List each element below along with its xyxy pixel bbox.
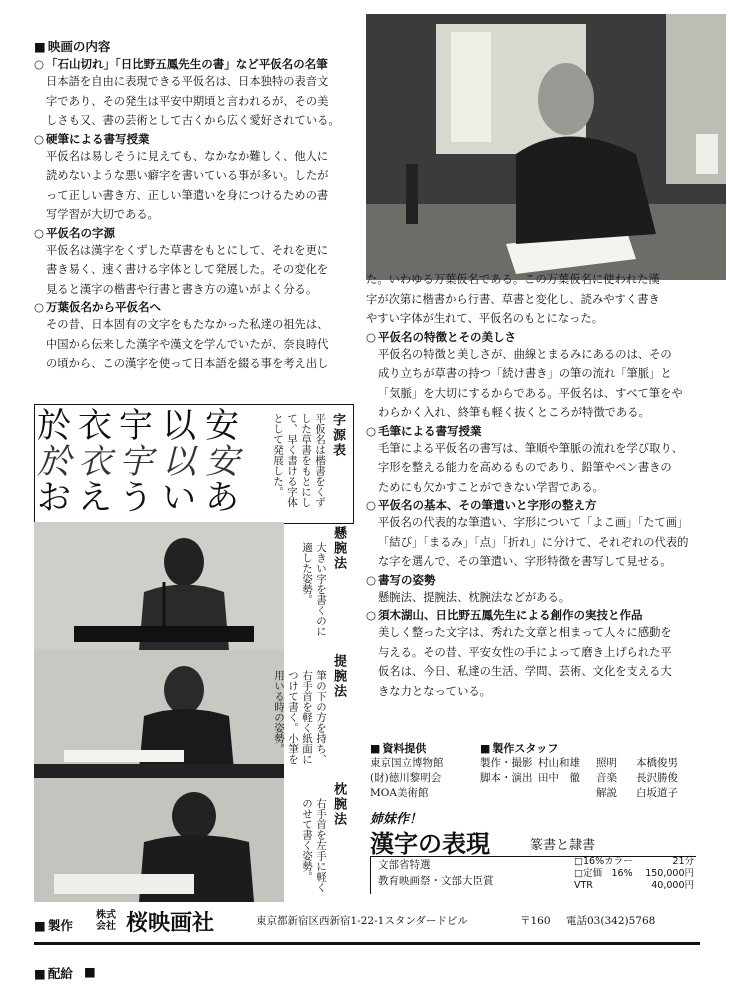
- staff-heading: ■ 製作スタッフ: [480, 740, 720, 756]
- posture-caption-chinwan: 右手首を左手に軽くのせて書く姿勢。: [301, 798, 327, 893]
- section-heading-content: ■ 映画の内容: [34, 37, 110, 55]
- posture-section: [34, 522, 352, 902]
- jigen-kanji: 衣: [78, 406, 112, 446]
- posture-title-kenwan: 懸腕法: [331, 526, 346, 571]
- item-text-line: って正しい書き方、正しい筆遣いを身につけるための書: [46, 188, 329, 202]
- continued-text-line: 字が次第に楷書から行書、草書と変化し、読みやすく書き: [366, 292, 660, 306]
- sister-spec-cell: 150,000円: [645, 868, 694, 879]
- right-column-text: [366, 270, 724, 701]
- materials-credit: [370, 740, 480, 801]
- sister-spec-cell: VTR: [574, 880, 593, 891]
- staff-row: [480, 771, 720, 786]
- item-text-line: 懸腕法、提腕法、枕腕法などがある。: [378, 590, 571, 604]
- jigen-hiragana: う: [119, 478, 153, 518]
- continued-text-line: やすい字体が生れて、平仮名のもとになった。: [366, 312, 604, 325]
- sister-spec-cell: □16%カラー: [574, 856, 633, 867]
- item-text-line: 平仮名は易しそうに見えても、なかなか難しく、他人に: [46, 149, 329, 163]
- item-text-line: 字であり、その発生は平安中期頃と言われるが、その美: [46, 94, 329, 108]
- item-heading: ○ 平仮名の基本、その筆遣いと字形の整え方: [366, 497, 724, 513]
- produce-label: ■ 製作: [34, 916, 73, 934]
- item-text-line: 平仮名は漢字をくずした草書をもとにして、それを更に: [46, 243, 329, 257]
- left-column-text: [34, 56, 356, 374]
- staff-cell: 音楽: [596, 772, 617, 784]
- item-text-line: 写学習が大切である。: [46, 208, 159, 221]
- staff-cell: 白坂道子: [636, 787, 678, 799]
- footer-divider: [34, 942, 700, 945]
- item-text-line: 書き易く、速く書ける字体として発展した。その変化を: [46, 263, 329, 276]
- posture-photo-teiwan: [34, 650, 284, 778]
- item-heading: ○ 硬筆による書写授業: [34, 131, 356, 147]
- posture-title-teiwan: 提腕法: [331, 654, 346, 699]
- item-heading: ○ 毛筆による書写授業: [366, 423, 724, 439]
- sister-award: 文部省特選: [378, 859, 431, 871]
- jigen-cursive: 於: [37, 442, 71, 482]
- item-text-line: 見ると漢字の楷書や行書と書き方の違いがよく分る。: [46, 282, 318, 296]
- item-heading: ○ 「石山切れ」「日比野五鳳先生の書」など平仮名の名筆: [34, 56, 356, 72]
- jigen-kanji: 以: [162, 406, 196, 446]
- continued-text-line: た。いわゆる万葉仮名である。この万葉仮名に使われた漢: [366, 273, 660, 286]
- sister-title: 漢字の表現: [370, 830, 490, 858]
- jigen-table: [34, 404, 354, 524]
- materials-item: (財)徳川黎明会: [370, 772, 442, 784]
- item-text-line: 読めないような悪い癖字を書いている事が多い。したが: [46, 169, 329, 182]
- jigen-hiragana: え: [78, 478, 112, 518]
- item-text-line: 日本語を自由に表現できる平仮名は、日本独特の表音文: [46, 75, 329, 88]
- item-text-line: しさも又、書の芸術として古くから広く愛好されている。: [46, 114, 340, 127]
- staff-cell: 村山和雄: [538, 757, 580, 769]
- sister-subtitle: 篆書と隷書: [530, 838, 596, 853]
- item-text-line: 毛筆による平仮名の書写は、筆順や筆脈の流れを学び取り、: [378, 441, 684, 455]
- calligrapher-illustration: [366, 14, 726, 280]
- company-address: 東京都新宿区西新宿1-22-1スタンダードビル: [256, 915, 468, 927]
- posture-caption-teiwan: 筆の下の方を持ち、右手首を軽く紙面につけて書く。小筆を用いる時の姿勢。: [273, 670, 327, 765]
- sister-spec-cell: □定価 16%: [574, 868, 633, 879]
- staff-credit: [480, 740, 720, 801]
- item-text-line: 「結び」「まるみ」「点」「折れ」に分けて、それぞれの代表的: [378, 535, 689, 549]
- item-heading: ○ 平仮名の字源: [34, 225, 356, 241]
- jigen-cursive: 安: [205, 442, 239, 482]
- item-heading: ○ 須木湖山、日比野五鳳先生による創作の実技と作品: [366, 607, 724, 623]
- sister-spec-row: [574, 868, 694, 880]
- staff-cell: [480, 786, 538, 801]
- staff-row: [480, 786, 720, 801]
- company-kind: 株式会社: [96, 910, 116, 932]
- distribute-label: ■ 配給: [34, 964, 73, 982]
- item-text-line: 「気脈」を大切にするからである。平仮名は、すべて筆をや: [378, 386, 683, 400]
- posture-photo-kenwan: [34, 522, 284, 650]
- jigen-hiragana: い: [162, 478, 196, 518]
- sister-spec-cell: 40,000円: [651, 880, 694, 891]
- company-name: 桜映画社: [126, 911, 215, 936]
- jigen-caption: 平仮名は楷書をくずした草書をもとにして、早く書ける字体として発展した。: [272, 413, 326, 508]
- jigen-hiragana: お: [37, 478, 71, 518]
- item-text-line: 平仮名の代表的な筆遣い、字形について「よこ画」「たて画」: [378, 516, 689, 529]
- item-text-line: 美しく整った文字は、秀れた文章と相まって人々に感動を: [378, 626, 672, 639]
- staff-cell: 照明: [596, 757, 617, 769]
- jigen-cursive: 以: [162, 442, 196, 482]
- item-text-line: ためにも欠かすことができない学習である。: [378, 480, 604, 494]
- sister-label: 姉妹作！: [370, 812, 423, 827]
- item-text-line: 中国から伝来した漢字や漢文を学んでいたが、奈良時代: [46, 337, 329, 351]
- posture-caption-kenwan: 大きい字を書くのに適した姿勢。: [301, 542, 327, 637]
- distribute-end-mark: ■: [84, 964, 96, 979]
- item-text-line: 平仮名の特徴と美しさが、曲線とまるみにあるのは、その: [378, 347, 672, 361]
- item-text-line: 字形を整える能力を高めるものであり、鉛筆やペン書きの: [378, 461, 672, 474]
- staff-row: [480, 756, 720, 771]
- item-heading: ○ 平仮名の特徴とその美しさ: [366, 329, 724, 345]
- jigen-hiragana: あ: [205, 478, 239, 518]
- staff-cell: 長沢勝俊: [636, 772, 678, 784]
- jigen-cursive: 宇: [119, 442, 153, 482]
- staff-cell: 本橋俊男: [636, 757, 678, 769]
- jigen-title: 字源表: [330, 413, 345, 458]
- posture-photo-chinwan: [34, 778, 284, 902]
- sister-award: 教育映画祭・文部大臣賞: [378, 875, 494, 887]
- materials-item: MOA美術館: [370, 787, 429, 799]
- item-text-line: その昔、日本固有の文字をもたなかった私達の祖先は、: [46, 318, 329, 331]
- item-text-line: きな力となっている。: [378, 684, 491, 698]
- staff-cell: 解説: [596, 787, 617, 799]
- item-text-line: わらかく入れ、終筆も軽く抜くところが特徴である。: [378, 406, 650, 419]
- item-text-line: の頃から、この漢字を使って日本語を綴る事を考え出し: [46, 357, 329, 370]
- jigen-kanji: 於: [37, 406, 71, 446]
- materials-item: 東京国立博物館: [370, 757, 444, 769]
- calligrapher-photo: [366, 14, 726, 280]
- sister-spec-row: [574, 856, 694, 868]
- staff-cell: 製作・撮影: [480, 757, 533, 769]
- staff-cell: 脚本・演出: [480, 772, 533, 784]
- postal-code: 〒160: [520, 915, 551, 927]
- sister-spec-cell: 21分: [672, 856, 694, 867]
- staff-cell: 田中 徹: [538, 772, 580, 784]
- jigen-kanji: 宇: [119, 406, 153, 446]
- sister-work-box: [370, 808, 696, 894]
- jigen-kanji: 安: [205, 406, 239, 446]
- posture-title-chinwan: 枕腕法: [331, 782, 346, 827]
- item-text-line: 成り立ちが草書の持つ「続け書き」の筆の流れ「筆脈」と: [378, 367, 672, 380]
- materials-heading: ■ 資料提供: [370, 740, 480, 756]
- item-text-line: 与える。その昔、平安女性の手によって磨き上げられた平: [378, 645, 672, 659]
- phone-number: 電話03(342)5768: [566, 915, 656, 927]
- sister-spec-row: [574, 880, 694, 892]
- item-text-line: 仮名は、今日、私達の生活、学問、芸術、文化を支える大: [378, 665, 672, 678]
- item-heading: ○ 万葉仮名から平仮名へ: [34, 299, 356, 315]
- item-heading: ○ 書写の姿勢: [366, 572, 724, 588]
- staff-cell: [538, 786, 596, 801]
- jigen-cursive: 衣: [78, 442, 112, 482]
- item-text-line: な字を選んで、その筆遣い、字形特徴を書写して見せる。: [378, 555, 672, 568]
